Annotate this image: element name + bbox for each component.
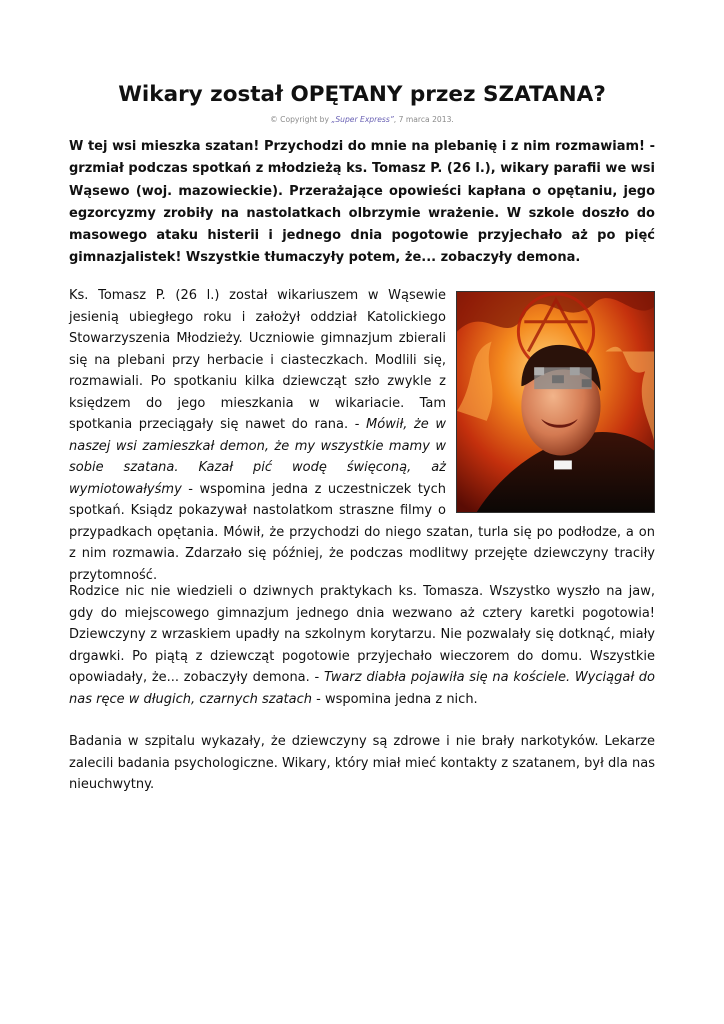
copyright-prefix: © Copyright by <box>270 115 332 124</box>
article-photo <box>456 291 655 513</box>
paragraph-2-text-b: - wspomina jedna z nich. <box>311 691 478 707</box>
paragraph-2-text-a: Rodzice nic nie wiedzieli o dziwnych praktykach ks. Tomasza. Wszystko wyszło na jaw, gdy do miejscowego gimnazjum jednego dnia wezwano aż cztery karetki pogotowia! Dziewczyny z wrzaskiem upadły na szkolnym korytarzu. Nie pozwalały się dotknąć, miały drgawki. Po piątą z dziewcząt pogotowie przyjechało wieczorem do domu. Wszystkie opowiadały, że... zobaczyły demona. - <box>69 584 655 685</box>
copyright-source: „Super Express” <box>331 115 394 124</box>
paragraph-2-quote: Twarz diabła pojawiła się na kościele. Wyciągał do nas ręce w długich, czarnych szatach <box>69 670 655 707</box>
article-paragraph-3: Badania w szpitalu wykazały, że dziewczyny są zdrowe i nie brały narkotyków. Lekarze zalecili badania psychologiczne. Wikary, który miał mieć kontakty z szatanem, był dla nas nieuchwytny. <box>69 734 655 792</box>
article-title: Wikary został OPĘTANY przez SZATANA? <box>118 82 606 107</box>
paragraph-1-quote: Mówił, że w naszej wsi zamieszkał demon, że my wszystkie mamy w sobie szatana. Kazał pić wodę święconą, aż wymiotowałyśmy <box>69 417 446 497</box>
paragraph-1-text-a: Ks. Tomasz P. (26 l.) został wikariuszem w Wąsewie jesienią ubiegłego roku i założył oddział Katolickiego Stowarzyszenia Młodzieży. Uczniowie gimnazjum zbierali się na plebani przy herbacie i ciasteczkach. Modlili się, rozmawiali. Po spotkaniu kilka dziewcząt szło zwykle z księdzem do jego mieszkania w wikariacie. Tam spotkania przeciągały się nawet do rana. - <box>69 288 446 432</box>
article-paragraph-1 <box>69 285 655 586</box>
copyright-line <box>0 115 724 124</box>
priest-photo-illustration <box>457 292 654 512</box>
article-paragraph-2 <box>69 581 655 710</box>
article-lead: W tej wsi mieszka szatan! Przychodzi do mnie na plebanię i z nim rozmawiam! - grzmiał podczas spotkań z młodzieżą ks. Tomasz P. (26 l.), wikary parafii we wsi Wąsewo (woj. mazowieckie). Przerażające opowieści kapłana o opętaniu, jego egzorcyzmy zrobiły na nastolatkach olbrzymie wrażenie. W szkole doszło do masowego ataku histerii i jednego dnia pogotowie przyjechało aż po pięć gimnazjalistek! Wszystkie tłumaczyły potem, że... zobaczyły demona. <box>69 139 655 266</box>
copyright-date: , 7 marca 2013. <box>393 115 454 124</box>
paragraph-1-text-b: - wspomina jedna z uczestniczek tych spotkań. Ksiądz pokazywał nastolatkom straszne filmy o przypadkach opętania. Mówił, że przychodzi do niego szatan, turla się po podłodze, a on z nim rozmawia. Zdarzało się później, że podczas modlitwy przejęte dziewczyny traciły przytomność. <box>69 481 655 583</box>
